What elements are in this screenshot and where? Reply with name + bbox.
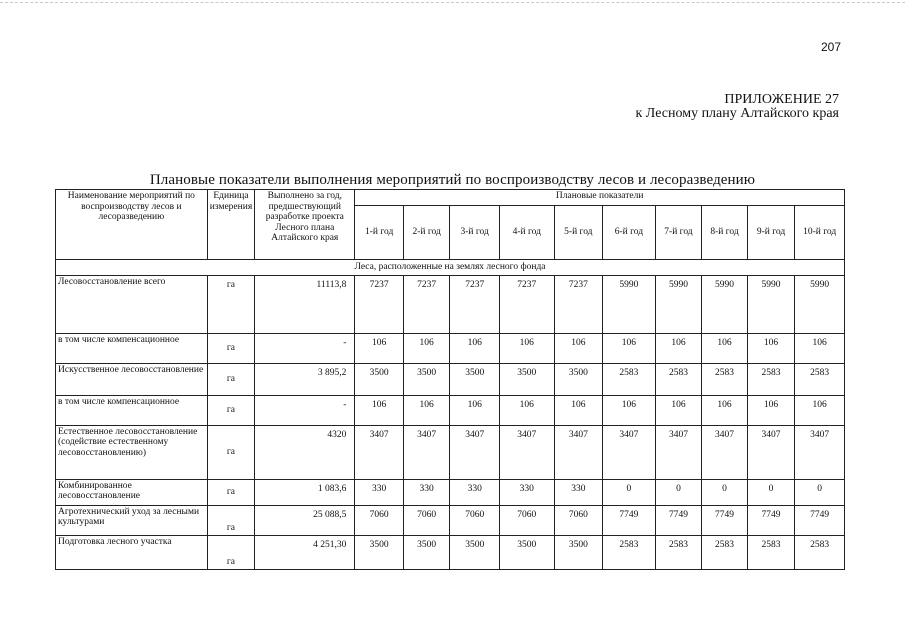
table-row <box>56 505 845 535</box>
year-4-value: 3500 <box>499 535 554 569</box>
year-10-value: 106 <box>795 333 845 363</box>
section-forest-fund-lands: Леса, расположенные на землях лесного фонда <box>56 260 845 276</box>
previous-year-value: - <box>255 333 355 363</box>
year-7-value: 7749 <box>655 505 702 535</box>
planned-indicators-table <box>55 189 845 570</box>
year-3-value: 3500 <box>450 363 500 395</box>
year-1-value: 3500 <box>355 363 404 395</box>
year-2-value: 106 <box>403 333 450 363</box>
year-8-value: 106 <box>702 333 748 363</box>
year-1-value: 7060 <box>355 505 404 535</box>
unit-cell: га <box>207 505 255 535</box>
year-4-value: 330 <box>499 479 554 505</box>
header-year-4: 4-й год <box>499 206 554 260</box>
previous-year-value: 4320 <box>255 425 355 479</box>
year-7-value: 0 <box>655 479 702 505</box>
year-4-value: 7237 <box>499 275 554 333</box>
year-8-value: 3407 <box>702 425 748 479</box>
previous-year-value: 11113,8 <box>255 275 355 333</box>
activity-name: в том числе компенсационное <box>56 395 208 425</box>
year-10-value: 2583 <box>795 363 845 395</box>
year-5-value: 3407 <box>554 425 603 479</box>
year-7-value: 3407 <box>655 425 702 479</box>
header-year-10: 10-й год <box>795 206 845 260</box>
unit-cell: га <box>207 479 255 505</box>
year-8-value: 5990 <box>702 275 748 333</box>
activity-name: Подготовка лесного участка <box>56 535 208 569</box>
header-year-5: 5-й год <box>554 206 603 260</box>
year-6-value: 2583 <box>603 363 656 395</box>
table-row <box>56 425 845 479</box>
previous-year-value: - <box>255 395 355 425</box>
year-7-value: 106 <box>655 333 702 363</box>
unit-cell: га <box>207 425 255 479</box>
table-row <box>56 479 845 505</box>
year-10-value: 0 <box>795 479 845 505</box>
year-1-value: 3407 <box>355 425 404 479</box>
year-2-value: 7060 <box>403 505 450 535</box>
year-7-value: 5990 <box>655 275 702 333</box>
year-9-value: 2583 <box>747 363 795 395</box>
year-10-value: 3407 <box>795 425 845 479</box>
year-9-value: 5990 <box>747 275 795 333</box>
header-planned: Плановые показатели <box>355 190 845 206</box>
header-year-9: 9-й год <box>747 206 795 260</box>
year-2-value: 106 <box>403 395 450 425</box>
year-6-value: 106 <box>603 395 656 425</box>
activity-name: Агротехнический уход за лесными культурами <box>56 505 208 535</box>
year-9-value: 2583 <box>747 535 795 569</box>
header-name: Наименование мероприятий по воспроизводству лесов и лесоразведению <box>56 190 208 260</box>
year-9-value: 0 <box>747 479 795 505</box>
year-3-value: 7060 <box>450 505 500 535</box>
year-7-value: 2583 <box>655 363 702 395</box>
header-year-2: 2-й год <box>403 206 450 260</box>
year-3-value: 106 <box>450 333 500 363</box>
activity-name: Лесовосстановление всего <box>56 275 208 333</box>
table-row <box>56 363 845 395</box>
year-1-value: 106 <box>355 333 404 363</box>
year-1-value: 3500 <box>355 535 404 569</box>
header-year-3: 3-й год <box>450 206 500 260</box>
year-5-value: 106 <box>554 333 603 363</box>
year-3-value: 3500 <box>450 535 500 569</box>
year-3-value: 3407 <box>450 425 500 479</box>
scan-edge-line <box>0 2 905 3</box>
year-8-value: 7749 <box>702 505 748 535</box>
appendix-heading <box>636 93 840 121</box>
year-6-value: 2583 <box>603 535 656 569</box>
year-9-value: 106 <box>747 333 795 363</box>
year-8-value: 0 <box>702 479 748 505</box>
year-6-value: 7749 <box>603 505 656 535</box>
page-number: 207 <box>820 40 841 54</box>
year-5-value: 7237 <box>554 275 603 333</box>
activity-name: Комбинированное лесовосстановление <box>56 479 208 505</box>
year-1-value: 330 <box>355 479 404 505</box>
unit-cell: га <box>207 333 255 363</box>
activity-name: Искусственное лесовосстановление <box>56 363 208 395</box>
year-8-value: 2583 <box>702 363 748 395</box>
table-row <box>56 275 845 333</box>
year-4-value: 3500 <box>499 363 554 395</box>
year-5-value: 3500 <box>554 535 603 569</box>
year-8-value: 2583 <box>702 535 748 569</box>
header-year-8: 8-й год <box>702 206 748 260</box>
year-2-value: 3500 <box>403 363 450 395</box>
previous-year-value: 1 083,6 <box>255 479 355 505</box>
year-2-value: 3407 <box>403 425 450 479</box>
year-7-value: 106 <box>655 395 702 425</box>
year-4-value: 106 <box>499 395 554 425</box>
year-4-value: 3407 <box>499 425 554 479</box>
year-9-value: 3407 <box>747 425 795 479</box>
year-5-value: 106 <box>554 395 603 425</box>
year-7-value: 2583 <box>655 535 702 569</box>
year-6-value: 3407 <box>603 425 656 479</box>
activity-name: Естественное лесовосстановление (содействие естественному лесовосстановлению) <box>56 425 208 479</box>
year-10-value: 106 <box>795 395 845 425</box>
year-6-value: 5990 <box>603 275 656 333</box>
year-8-value: 106 <box>702 395 748 425</box>
activity-name: в том числе компенсационное <box>56 333 208 363</box>
year-2-value: 7237 <box>403 275 450 333</box>
header-unit: Единица измерения <box>207 190 255 260</box>
header-year-1: 1-й год <box>355 206 404 260</box>
year-4-value: 7060 <box>499 505 554 535</box>
document-title: Плановые показатели выполнения мероприятий по воспроизводству лесов и лесоразведению <box>149 172 756 188</box>
table-row <box>56 535 845 569</box>
year-3-value: 330 <box>450 479 500 505</box>
header-year-7: 7-й год <box>655 206 702 260</box>
unit-cell: га <box>207 535 255 569</box>
appendix-number: ПРИЛОЖЕНИЕ 27 <box>724 92 839 107</box>
year-9-value: 106 <box>747 395 795 425</box>
header-done: Выполнено за год, предшествующий разработке проекта Лесного плана Алтайского края <box>255 190 355 260</box>
year-6-value: 106 <box>603 333 656 363</box>
previous-year-value: 3 895,2 <box>255 363 355 395</box>
header-year-6: 6-й год <box>603 206 656 260</box>
year-3-value: 106 <box>450 395 500 425</box>
year-4-value: 106 <box>499 333 554 363</box>
year-10-value: 2583 <box>795 535 845 569</box>
year-6-value: 0 <box>603 479 656 505</box>
unit-cell: га <box>207 395 255 425</box>
year-10-value: 7749 <box>795 505 845 535</box>
appendix-reference: к Лесному плану Алтайского края <box>635 106 839 121</box>
unit-cell: га <box>207 363 255 395</box>
year-5-value: 7060 <box>554 505 603 535</box>
table-row <box>56 333 845 363</box>
table-row <box>56 395 845 425</box>
year-1-value: 7237 <box>355 275 404 333</box>
previous-year-value: 25 088,5 <box>255 505 355 535</box>
year-10-value: 5990 <box>795 275 845 333</box>
year-2-value: 330 <box>403 479 450 505</box>
year-9-value: 7749 <box>747 505 795 535</box>
previous-year-value: 4 251,30 <box>255 535 355 569</box>
year-5-value: 3500 <box>554 363 603 395</box>
unit-cell: га <box>207 275 255 333</box>
year-3-value: 7237 <box>450 275 500 333</box>
year-2-value: 3500 <box>403 535 450 569</box>
year-1-value: 106 <box>355 395 404 425</box>
year-5-value: 330 <box>554 479 603 505</box>
